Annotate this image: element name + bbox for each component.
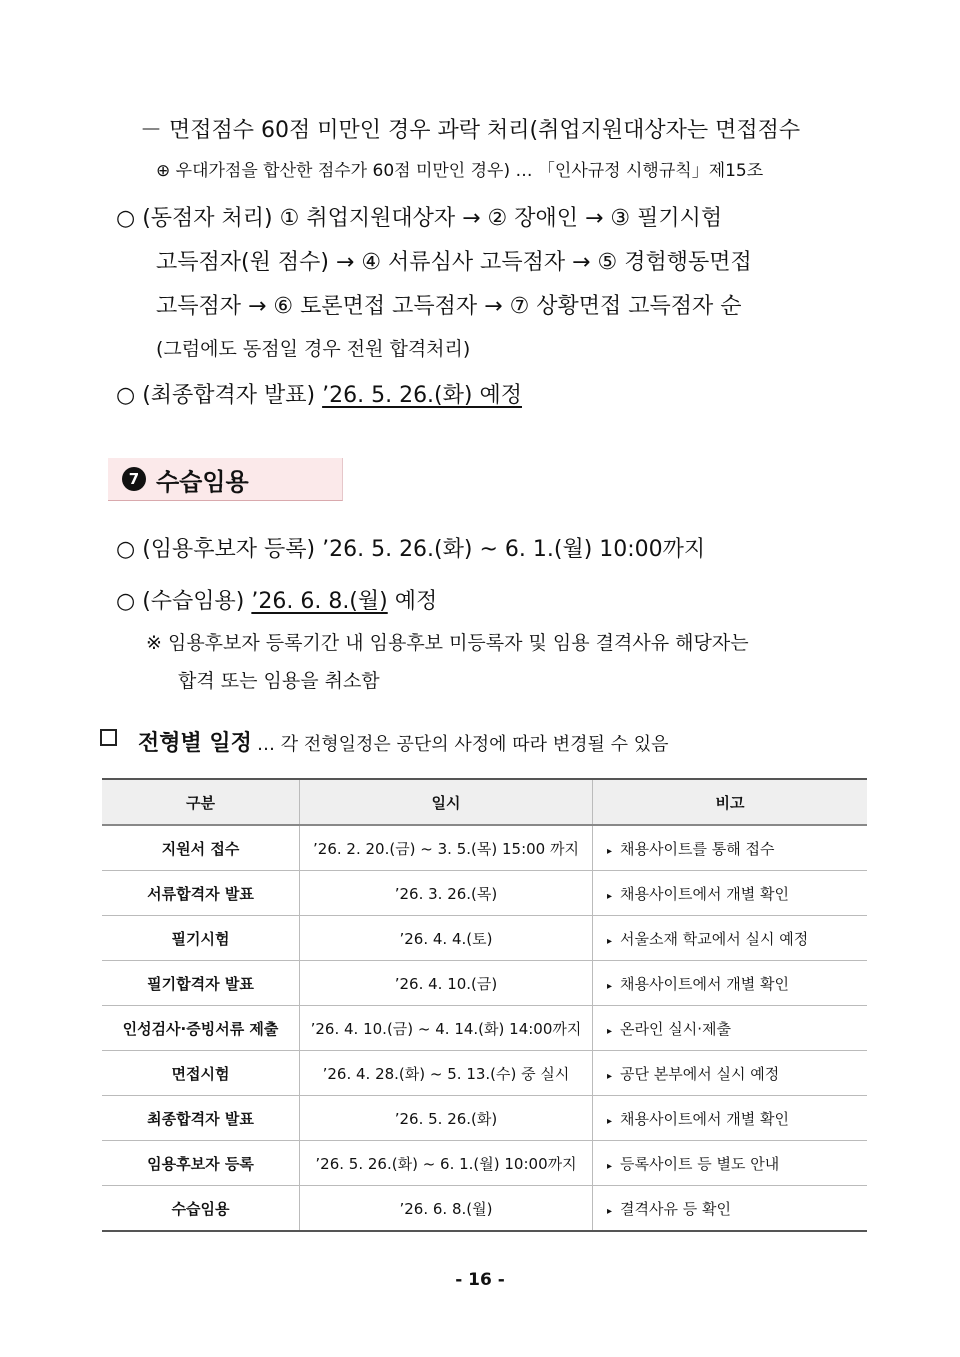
cell-note-text: 서울소재 학교에서 실시 예정 [620, 929, 809, 948]
cell-stage: 최종합격자 발표 [102, 1096, 300, 1141]
schedule-heading: 전형별 일정 [138, 731, 252, 756]
text-line-4: 고득점자(원 점수) → ④ 서류심사 고득점자 → ⑤ 경험행동면접 [156, 250, 752, 275]
cell-date: ’26. 5. 26.(화) ~ 6. 1.(월) 10:00까지 [300, 1141, 593, 1186]
cell-date: ’26. 3. 26.(목) [300, 871, 593, 916]
cell-note [593, 871, 868, 916]
header-date: 일시 [300, 779, 593, 825]
cell-date: ’26. 4. 28.(화) ~ 5. 13.(수) 중 실시 [300, 1051, 593, 1096]
table-row [102, 961, 867, 1006]
cell-note-text: 채용사이트에서 개별 확인 [620, 1109, 789, 1128]
table-row [102, 1141, 867, 1186]
page-number: - 16 - [455, 1270, 505, 1290]
schedule-table [102, 778, 867, 1232]
cell-stage: 지원서 접수 [102, 825, 300, 871]
triangle-bullet-icon: ▸ [607, 845, 613, 857]
cell-stage: 필기시험 [102, 916, 300, 961]
cell-date: ’26. 2. 20.(금) ~ 3. 5.(목) 15:00 까지 [300, 825, 593, 871]
triangle-bullet-icon: ▸ [607, 1025, 613, 1037]
text-line-5: 고득점자 → ⑥ 토론면접 고득점자 → ⑦ 상황면접 고득점자 순 [156, 294, 742, 319]
schedule-heading-line [138, 726, 669, 757]
cell-date: ’26. 6. 8.(월) [300, 1186, 593, 1232]
schedule-note: … 각 전형일정은 공단의 사정에 따라 변경될 수 있음 [257, 734, 669, 755]
final-announcement-line [116, 378, 522, 409]
cell-note-text: 공단 본부에서 실시 예정 [620, 1064, 780, 1083]
triangle-bullet-icon: ▸ [607, 1070, 613, 1082]
cell-note [593, 1051, 868, 1096]
cell-note-text: 채용사이트에서 개별 확인 [620, 974, 789, 993]
triangle-bullet-icon: ▸ [607, 980, 613, 992]
triangle-bullet-icon: ▸ [607, 1115, 613, 1127]
probation-date: ’26. 6. 8.(월) [251, 589, 388, 614]
triangle-bullet-icon: ▸ [607, 1205, 613, 1217]
cell-note [593, 1141, 868, 1186]
final-announcement-label: ○ (최종합격자 발표) [116, 383, 323, 408]
cell-stage: 필기합격자 발표 [102, 961, 300, 1006]
section-heading [108, 458, 343, 501]
probation-line [116, 584, 437, 615]
cell-note [593, 961, 868, 1006]
cell-note [593, 1006, 868, 1051]
cell-note [593, 1096, 868, 1141]
cell-date: ’26. 5. 26.(화) [300, 1096, 593, 1141]
final-announcement-date: ’26. 5. 26.(화) 예정 [322, 383, 522, 408]
section-number-badge: 7 [122, 467, 146, 491]
cell-stage: 임용후보자 등록 [102, 1141, 300, 1186]
cell-stage: 면접시험 [102, 1051, 300, 1096]
text-line-6: (그럼에도 동점일 경우 전원 합격처리) [156, 338, 471, 360]
triangle-bullet-icon: ▸ [607, 890, 613, 902]
cell-note [593, 825, 868, 871]
text-line-m1: ○ (임용후보자 등록) ’26. 5. 26.(화) ~ 6. 1.(월) 10:00까지 [116, 537, 706, 562]
text-line-2: ⊕ 우대가점을 합산한 점수가 60점 미만인 경우) … 「인사규정 시행규칙」제15조 [156, 161, 764, 181]
triangle-bullet-icon: ▸ [607, 935, 613, 947]
triangle-bullet-icon: ▸ [607, 1160, 613, 1172]
table-row [102, 1096, 867, 1141]
cell-stage: 수습임용 [102, 1186, 300, 1232]
text-line-m3: ※ 임용후보자 등록기간 내 임용후보 미등록자 및 임용 결격사유 해당자는 [146, 632, 749, 654]
cell-note-text: 등록사이트 등 별도 안내 [620, 1154, 780, 1173]
cell-note-text: 온라인 실시·제출 [620, 1019, 731, 1038]
cell-note-text: 결격사유 등 확인 [620, 1199, 731, 1218]
section-title: 수습임용 [156, 467, 249, 496]
text-line-3: ○ (동점자 처리) ① 취업지원대상자 → ② 장애인 → ③ 필기시험 [116, 206, 723, 231]
cell-note [593, 916, 868, 961]
probation-suffix: 예정 [387, 589, 438, 614]
cell-stage: 서류합격자 발표 [102, 871, 300, 916]
header-stage: 구분 [102, 779, 300, 825]
probation-label: ○ (수습임용) [116, 589, 252, 614]
table-row [102, 871, 867, 916]
cell-date: ’26. 4. 10.(금) ~ 4. 14.(화) 14:00까지 [300, 1006, 593, 1051]
table-row [102, 825, 867, 871]
cell-date: ’26. 4. 10.(금) [300, 961, 593, 1006]
text-line-1: － 면접점수 60점 미만인 경우 과락 처리(취업지원대상자는 면접점수 [140, 118, 801, 143]
header-note: 비고 [593, 779, 868, 825]
cell-note-text: 채용사이트에서 개별 확인 [620, 884, 789, 903]
cell-date: ’26. 4. 4.(토) [300, 916, 593, 961]
checkbox-icon [100, 729, 117, 746]
cell-note [593, 1186, 868, 1232]
table-row [102, 916, 867, 961]
table-row [102, 1006, 867, 1051]
text-line-m4: 합격 또는 임용을 취소함 [178, 670, 380, 692]
cell-stage: 인성검사·증빙서류 제출 [102, 1006, 300, 1051]
table-row [102, 1051, 867, 1096]
cell-note-text: 채용사이트를 통해 접수 [620, 839, 775, 858]
table-row [102, 1186, 867, 1232]
table-header-row [102, 779, 867, 825]
